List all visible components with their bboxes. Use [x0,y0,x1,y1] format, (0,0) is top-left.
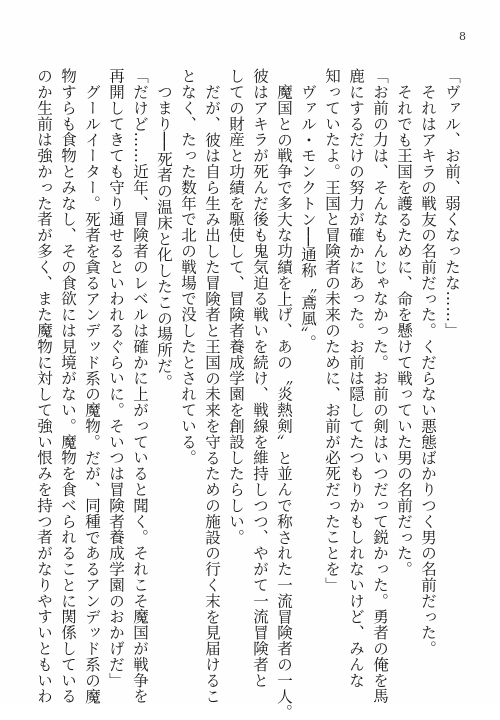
text-line: 「ヴァル、お前、弱くなったな……」 [443,68,461,339]
text-line: 再開してきても守り通せるといわれるぐらいに。そいつは冒険者養成学園のおかげだ」 [107,68,125,689]
body-text [32,68,464,720]
text-line: 鹿にするだけの努力が確かにあった。お前は隠してたつもりかもしれないけど、みんな [347,68,365,689]
text-line: だが、彼は自ら生み出した冒険者と王国の未来を守るための施設の行く末を見届けるこ [203,83,221,704]
text-line: しての財産と功績を駆使して、冒険者養成学園を創設したらしい。 [227,68,245,545]
page-number: 8 [459,30,466,43]
text-line: 魔国との戦争で多大な功績を上げ、あの〝炎熱剣〟と並んで称された一流冒険者の一人。 [275,83,293,720]
text-line: となく、たった数年で北の戦場で没したとされている。 [179,68,197,466]
text-line: 物すらも食物とみなし、その食欲には見境がない。魔物を食べられることに関係している [59,68,77,704]
text-line: それはアキラの戦友の名前だった。くだらない悪態ばかりつく男の名前だった。 [419,83,437,656]
text-line: 知っていたよ。王国と冒険者の未来のために、お前が必死だったことを」 [323,68,341,593]
text-line: ヴァル・モンクトン──通称〝鳶風〟。 [299,83,317,350]
text-line: それでも王国を護るために、命を懸けて戦っていた男の名前だった。 [395,83,413,577]
text-line: 彼はアキラが死んだ後も鬼気迫る戦いを続け、戦線を維持しつつ、やがて一流冒険者と [251,68,269,689]
text-line: 「お前の力は、そんなもんじゃなかった。お前の剣はいつだって鋭かった。勇者の俺を馬 [371,68,389,704]
text-line: グールイーター。死者を貪るアンデッド系の魔物。だが、同種であるアンデッド系の魔 [83,83,101,704]
text-line: 「だけど……近年、冒険者のレベルは確かに上がっていると聞く。それこそ魔国が戦争を [131,68,149,704]
text-line: つまり──死者の温床と化したこの場所だ。 [155,83,173,390]
text-line: のか生前は強かった者が多く、また魔物に対して強い恨みを持つ者がなりやすいともいわ [35,68,53,704]
